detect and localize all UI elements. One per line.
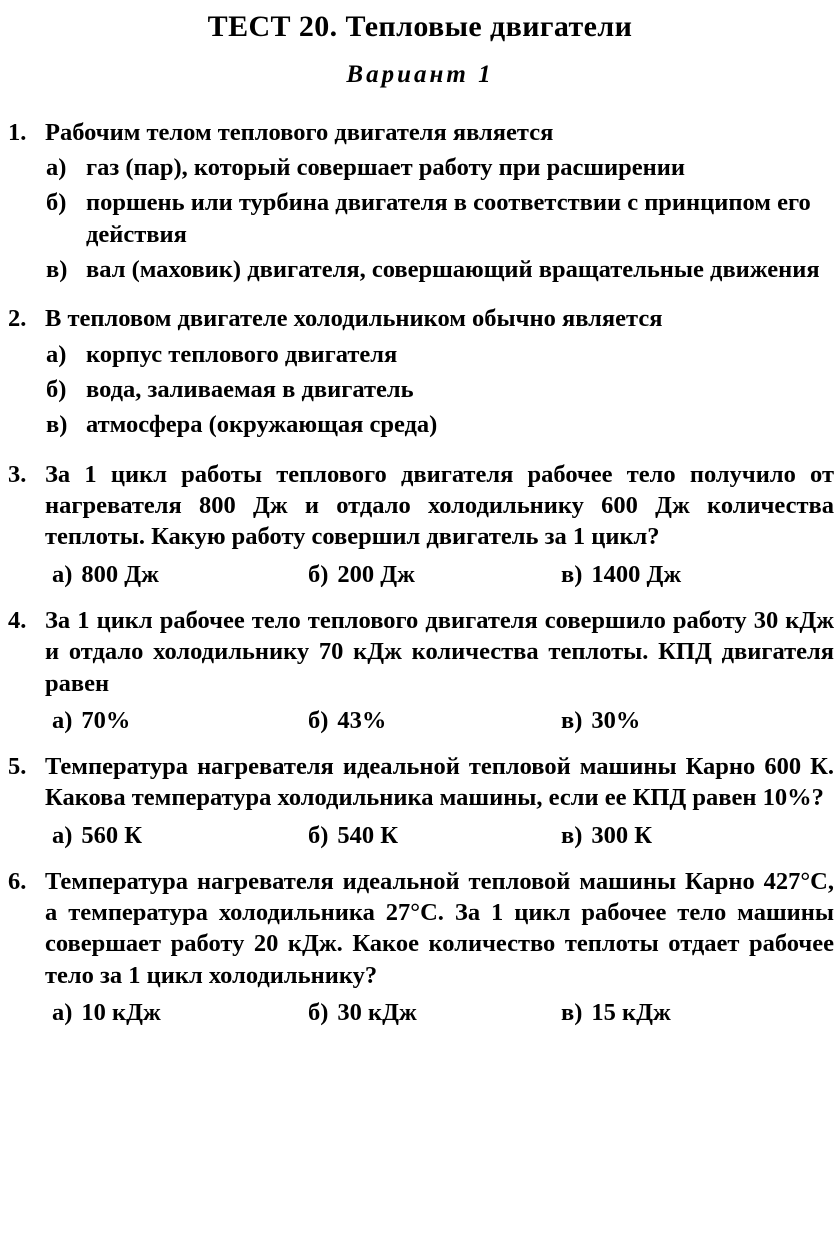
question-item — [8, 459, 834, 593]
option-letter: а) — [52, 560, 73, 588]
answer-option[interactable] — [8, 339, 834, 370]
option-letter: в) — [46, 255, 68, 283]
question-item — [8, 605, 834, 739]
question-stem — [8, 117, 834, 148]
option-text: вал (маховик) двигателя, совершающий вращательные движения — [86, 255, 820, 283]
answer-options-row — [8, 997, 834, 1031]
answer-option[interactable] — [8, 152, 834, 183]
option-text: 43% — [337, 706, 387, 734]
option-text: 560 К — [81, 821, 143, 849]
answer-option[interactable] — [561, 705, 640, 736]
option-letter: б) — [308, 999, 329, 1027]
question-list — [0, 117, 840, 1032]
option-text: 800 Дж — [81, 560, 159, 588]
question-text: За 1 цикл рабочее тело теплового двигателя совершило работу 30 кДж и отдало холодильнику 70 кДж количества теплоты. КПД двигателя равен — [45, 606, 834, 697]
question-text: За 1 цикл работы теплового двигателя рабочее тело получило от нагревателя 800 Дж и отдало холодильнику 600 Дж количества теплоты. Какую работу совершил двигатель за 1 цикл? — [45, 460, 834, 551]
question-number: 5. — [8, 752, 27, 780]
question-item — [8, 117, 834, 286]
question-text: Температура нагревателя идеальной тепловой машины Карно 600 К. Какова температура холодильника машины, если ее КПД равен 10%? — [45, 752, 834, 812]
option-letter: а) — [46, 340, 67, 368]
answer-option[interactable] — [8, 254, 834, 285]
answer-options-row — [8, 705, 834, 739]
test-page — [0, 10, 840, 1260]
option-letter: б) — [46, 376, 67, 404]
question-number: 1. — [8, 118, 27, 146]
answer-option[interactable] — [561, 559, 681, 590]
answer-option[interactable] — [8, 374, 834, 405]
answer-option[interactable] — [52, 997, 161, 1028]
option-text: 200 Дж — [337, 560, 415, 588]
answer-option[interactable] — [308, 705, 386, 736]
option-letter: а) — [46, 153, 67, 181]
answer-option[interactable] — [8, 409, 834, 440]
page-title: ТЕСТ 20. Тепловые двигатели — [207, 10, 633, 43]
option-letter: а) — [52, 999, 73, 1027]
question-text: В тепловом двигателе холодильником обычно является — [45, 305, 663, 333]
option-text: 1400 Дж — [591, 560, 682, 588]
option-letter: в) — [561, 999, 583, 1027]
option-text: вода, заливаемая в двигатель — [86, 376, 414, 404]
option-letter: б) — [308, 821, 329, 849]
option-text: 15 кДж — [591, 999, 671, 1027]
answer-options-row — [8, 559, 834, 593]
question-number: 2. — [8, 305, 27, 333]
option-letter: в) — [46, 411, 68, 439]
question-text: Рабочим телом теплового двигателя является — [45, 118, 554, 146]
option-text: 30% — [591, 706, 641, 734]
option-text: 300 К — [591, 821, 653, 849]
question-item — [8, 751, 834, 854]
answer-option[interactable] — [308, 559, 415, 590]
option-text: корпус теплового двигателя — [86, 340, 398, 368]
question-item — [8, 303, 834, 440]
option-text: атмосфера (окружающая среда) — [86, 411, 438, 439]
option-text: 70% — [81, 706, 131, 734]
option-text: 30 кДж — [337, 999, 417, 1027]
question-stem — [8, 605, 834, 699]
option-letter: б) — [308, 706, 329, 734]
option-letter: б) — [308, 560, 329, 588]
answer-option[interactable] — [52, 559, 159, 590]
answer-option[interactable] — [561, 820, 652, 851]
question-number: 6. — [8, 867, 27, 895]
option-letter: в) — [561, 560, 583, 588]
question-number: 3. — [8, 460, 27, 488]
question-stem — [8, 303, 834, 334]
answer-option[interactable] — [8, 187, 834, 250]
question-number: 4. — [8, 606, 27, 634]
question-text: Температура нагревателя идеальной тепловой машины Карно 427°С, а температура холодильника 27°С. За 1 цикл рабочее тело машины совершает работу 20 кДж. Какое количество теплоты отдает рабочее тело за 1 цикл холодильнику? — [45, 867, 834, 989]
answer-option[interactable] — [52, 705, 130, 736]
option-text: 540 К — [337, 821, 399, 849]
question-stem — [8, 751, 834, 814]
option-letter: а) — [52, 706, 73, 734]
answer-options-row — [8, 820, 834, 854]
option-text: 10 кДж — [81, 999, 161, 1027]
answer-option[interactable] — [52, 820, 142, 851]
option-letter: б) — [46, 189, 67, 217]
option-letter: а) — [52, 821, 73, 849]
answer-option[interactable] — [308, 997, 417, 1028]
answer-option[interactable] — [561, 997, 671, 1028]
option-letter: в) — [561, 706, 583, 734]
option-letter: в) — [561, 821, 583, 849]
question-stem — [8, 459, 834, 553]
option-text: газ (пар), который совершает работу при расширении — [86, 153, 685, 181]
variant-subtitle: Вариант 1 — [346, 61, 494, 88]
question-stem — [8, 866, 834, 991]
answer-option[interactable] — [308, 820, 398, 851]
option-text: поршень или турбина двигателя в соответствии с принципом его действия — [86, 189, 811, 248]
question-item — [8, 866, 834, 1031]
